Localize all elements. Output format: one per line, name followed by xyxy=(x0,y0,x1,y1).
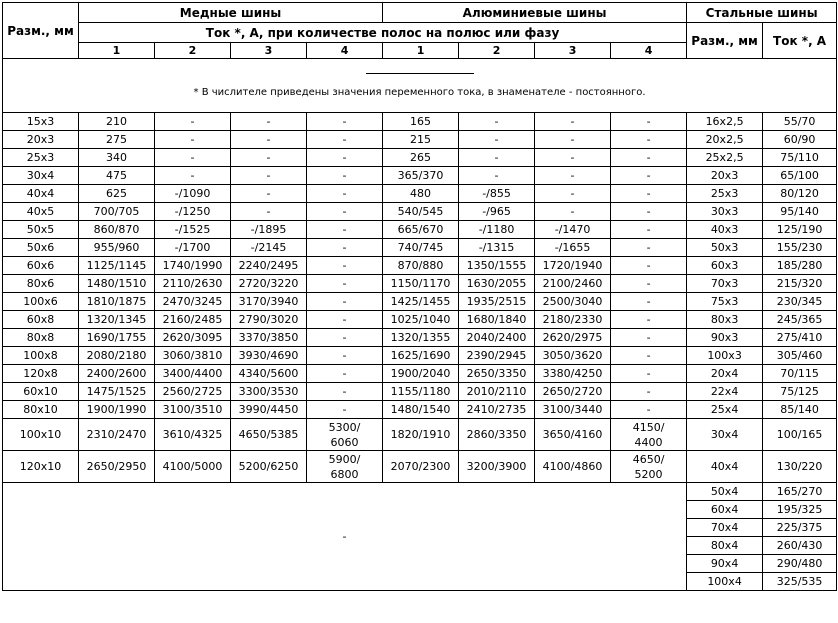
table-row xyxy=(3,347,837,365)
copper-3-cell: 3300/3530 xyxy=(231,383,307,401)
steel-current-cell: 165/270 xyxy=(763,483,837,501)
copper-1-cell: 1125/1145 xyxy=(79,257,155,275)
size-cell: 60x6 xyxy=(3,257,79,275)
steel-size-cell: 70x3 xyxy=(687,275,763,293)
steel-current-cell: 275/410 xyxy=(763,329,837,347)
steel-current-cell: 305/460 xyxy=(763,347,837,365)
copper-2-cell: 3060/3810 xyxy=(155,347,231,365)
aluminum-1-cell: 540/545 xyxy=(383,203,459,221)
copper-2-cell: 2620/3095 xyxy=(155,329,231,347)
footnote-divider xyxy=(366,73,474,74)
steel-size-cell: 25x2,5 xyxy=(687,149,763,167)
copper-1-cell: 1480/1510 xyxy=(79,275,155,293)
steel-size-cell: 100x3 xyxy=(687,347,763,365)
copper-1-cell: 275 xyxy=(79,131,155,149)
steel-current-cell: 155/230 xyxy=(763,239,837,257)
copper-4-cell: - xyxy=(307,113,383,131)
size-cell: 40x5 xyxy=(3,203,79,221)
steel-size-cell: 60x3 xyxy=(687,257,763,275)
aluminum-2-cell: 1350/1555 xyxy=(459,257,535,275)
aluminum-2-cell: 2650/3350 xyxy=(459,365,535,383)
steel-size-cell: 70x4 xyxy=(687,519,763,537)
size-cell: 100x6 xyxy=(3,293,79,311)
copper-2-cell: 3100/3510 xyxy=(155,401,231,419)
copper-4-bottom: 6800 xyxy=(330,467,359,481)
copper-strip-3: 3 xyxy=(231,43,307,59)
steel-current-header: Ток *, А xyxy=(763,23,837,59)
copper-4-cell: - xyxy=(307,275,383,293)
size-cell: 30x4 xyxy=(3,167,79,185)
copper-1-cell: 1810/1875 xyxy=(79,293,155,311)
table-row xyxy=(3,483,837,501)
copper-1-cell: 625 xyxy=(79,185,155,203)
size-cell: 20x3 xyxy=(3,131,79,149)
aluminum-3-cell: 2620/2975 xyxy=(535,329,611,347)
aluminum-4-cell: - xyxy=(611,185,687,203)
aluminum-strip-2: 2 xyxy=(459,43,535,59)
copper-1-cell: 860/870 xyxy=(79,221,155,239)
copper-4-cell: - xyxy=(307,401,383,419)
copper-4-bottom: 6060 xyxy=(330,435,359,449)
steel-size-cell: 50x3 xyxy=(687,239,763,257)
aluminum-1-cell: 1025/1040 xyxy=(383,311,459,329)
aluminum-1-cell: 2070/2300 xyxy=(383,451,459,483)
steel-current-cell: 245/365 xyxy=(763,311,837,329)
aluminum-4-top: 4650/ xyxy=(632,452,665,466)
copper-4-cell xyxy=(307,451,383,483)
aluminum-4-cell xyxy=(611,451,687,483)
aluminum-2-cell: 2410/2735 xyxy=(459,401,535,419)
aluminum-3-cell: - xyxy=(535,185,611,203)
copper-3-cell: 4650/5385 xyxy=(231,419,307,451)
current-header: Ток *, А, при количестве полос на полюс или фазу xyxy=(79,23,687,43)
aluminum-4-top: 4150/ xyxy=(632,420,665,434)
copper-2-cell: 3610/4325 xyxy=(155,419,231,451)
copper-1-cell: 1475/1525 xyxy=(79,383,155,401)
aluminum-3-cell: -/1470 xyxy=(535,221,611,239)
copper-3-cell: - xyxy=(231,185,307,203)
size-cell: 100x8 xyxy=(3,347,79,365)
aluminum-2-cell: -/1315 xyxy=(459,239,535,257)
steel-current-cell: 130/220 xyxy=(763,451,837,483)
copper-4-cell xyxy=(307,419,383,451)
table-row xyxy=(3,419,837,451)
aluminum-3-cell: -/1655 xyxy=(535,239,611,257)
steel-current-cell: 325/535 xyxy=(763,573,837,591)
copper-4-cell: - xyxy=(307,365,383,383)
copper-4-cell: - xyxy=(307,293,383,311)
aluminum-2-cell: 3200/3900 xyxy=(459,451,535,483)
table-row xyxy=(3,383,837,401)
steel-current-cell: 230/345 xyxy=(763,293,837,311)
steel-size-cell: 80x3 xyxy=(687,311,763,329)
aluminum-strip-1: 1 xyxy=(383,43,459,59)
copper-1-cell: 475 xyxy=(79,167,155,185)
copper-2-cell: -/1250 xyxy=(155,203,231,221)
aluminum-2-cell: 1630/2055 xyxy=(459,275,535,293)
copper-strip-1: 1 xyxy=(79,43,155,59)
copper-strip-2: 2 xyxy=(155,43,231,59)
aluminum-4-cell: - xyxy=(611,239,687,257)
aluminum-1-cell: 480 xyxy=(383,185,459,203)
aluminum-1-cell: 1425/1455 xyxy=(383,293,459,311)
copper-3-cell: 3930/4690 xyxy=(231,347,307,365)
aluminum-1-cell: 870/880 xyxy=(383,257,459,275)
copper-header: Медные шины xyxy=(79,3,383,23)
copper-4-cell: - xyxy=(307,167,383,185)
aluminum-3-cell: 3650/4160 xyxy=(535,419,611,451)
aluminum-4-cell: - xyxy=(611,365,687,383)
aluminum-2-cell: - xyxy=(459,131,535,149)
copper-1-cell: 340 xyxy=(79,149,155,167)
aluminum-1-cell: 1480/1540 xyxy=(383,401,459,419)
table-row xyxy=(3,185,837,203)
aluminum-2-cell: 1935/2515 xyxy=(459,293,535,311)
copper-2-cell: - xyxy=(155,131,231,149)
size-cell: 80x6 xyxy=(3,275,79,293)
aluminum-3-cell: 2650/2720 xyxy=(535,383,611,401)
aluminum-3-cell: 2180/2330 xyxy=(535,311,611,329)
copper-2-cell: 2110/2630 xyxy=(155,275,231,293)
aluminum-1-cell: 215 xyxy=(383,131,459,149)
aluminum-3-cell: 3100/3440 xyxy=(535,401,611,419)
size-cell: 15x3 xyxy=(3,113,79,131)
copper-4-cell: - xyxy=(307,149,383,167)
aluminum-4-cell: - xyxy=(611,167,687,185)
size-cell: 60x8 xyxy=(3,311,79,329)
steel-size-cell: 40x3 xyxy=(687,221,763,239)
size-cell: 40x4 xyxy=(3,185,79,203)
aluminum-1-cell: 665/670 xyxy=(383,221,459,239)
table-row xyxy=(3,167,837,185)
aluminum-2-cell: 2860/3350 xyxy=(459,419,535,451)
aluminum-2-cell: 2390/2945 xyxy=(459,347,535,365)
table-row xyxy=(3,239,837,257)
table-row xyxy=(3,149,837,167)
aluminum-2-cell: -/965 xyxy=(459,203,535,221)
copper-3-cell: -/2145 xyxy=(231,239,307,257)
steel-size-cell: 16x2,5 xyxy=(687,113,763,131)
copper-1-cell: 210 xyxy=(79,113,155,131)
steel-size-cell: 30x3 xyxy=(687,203,763,221)
steel-size-cell: 50x4 xyxy=(687,483,763,501)
copper-2-cell: -/1700 xyxy=(155,239,231,257)
aluminum-3-cell: 3050/3620 xyxy=(535,347,611,365)
copper-4-cell: - xyxy=(307,239,383,257)
steel-current-cell: 95/140 xyxy=(763,203,837,221)
aluminum-3-cell: - xyxy=(535,113,611,131)
steel-current-cell: 215/320 xyxy=(763,275,837,293)
aluminum-1-cell: 1320/1355 xyxy=(383,329,459,347)
table-row xyxy=(3,329,837,347)
aluminum-1-cell: 1625/1690 xyxy=(383,347,459,365)
copper-2-cell: 3400/4400 xyxy=(155,365,231,383)
aluminum-1-cell: 1820/1910 xyxy=(383,419,459,451)
table-row xyxy=(3,311,837,329)
aluminum-2-cell: 2040/2400 xyxy=(459,329,535,347)
steel-size-cell: 100x4 xyxy=(687,573,763,591)
steel-size-cell: 25x4 xyxy=(687,401,763,419)
footnote-cell xyxy=(3,59,837,113)
aluminum-2-cell: - xyxy=(459,167,535,185)
steel-current-cell: 80/120 xyxy=(763,185,837,203)
copper-1-cell: 2650/2950 xyxy=(79,451,155,483)
aluminum-1-cell: 740/745 xyxy=(383,239,459,257)
copper-3-cell: 3170/3940 xyxy=(231,293,307,311)
table-row xyxy=(3,275,837,293)
steel-current-cell: 290/480 xyxy=(763,555,837,573)
steel-current-cell: 85/140 xyxy=(763,401,837,419)
steel-size-header: Разм., мм xyxy=(687,23,763,59)
copper-1-cell: 1690/1755 xyxy=(79,329,155,347)
aluminum-3-cell: 2100/2460 xyxy=(535,275,611,293)
copper-3-cell: 2790/3020 xyxy=(231,311,307,329)
copper-3-cell: -/1895 xyxy=(231,221,307,239)
size-cell: 50x6 xyxy=(3,239,79,257)
aluminum-2-cell: -/855 xyxy=(459,185,535,203)
steel-current-cell: 60/90 xyxy=(763,131,837,149)
aluminum-1-cell: 1150/1170 xyxy=(383,275,459,293)
steel-size-cell: 25x3 xyxy=(687,185,763,203)
copper-2-cell: - xyxy=(155,149,231,167)
copper-2-cell: - xyxy=(155,167,231,185)
aluminum-strip-3: 3 xyxy=(535,43,611,59)
size-cell: 120x10 xyxy=(3,451,79,483)
size-cell: 80x8 xyxy=(3,329,79,347)
steel-current-cell: 100/165 xyxy=(763,419,837,451)
steel-size-cell: 90x4 xyxy=(687,555,763,573)
copper-1-cell: 1320/1345 xyxy=(79,311,155,329)
aluminum-3-cell: 1720/1940 xyxy=(535,257,611,275)
aluminum-4-cell: - xyxy=(611,347,687,365)
aluminum-4-cell: - xyxy=(611,113,687,131)
size-header: Разм., мм xyxy=(3,3,79,59)
copper-4-cell: - xyxy=(307,257,383,275)
aluminum-4-cell: - xyxy=(611,383,687,401)
size-cell: 100x10 xyxy=(3,419,79,451)
steel-current-cell: 225/375 xyxy=(763,519,837,537)
aluminum-4-bottom: 5200 xyxy=(634,467,663,481)
copper-3-cell: 3370/3850 xyxy=(231,329,307,347)
aluminum-4-cell: - xyxy=(611,293,687,311)
copper-4-cell: - xyxy=(307,131,383,149)
table-row xyxy=(3,401,837,419)
steel-current-cell: 195/325 xyxy=(763,501,837,519)
copper-3-cell: - xyxy=(231,167,307,185)
copper-4-top: 5300/ xyxy=(328,420,361,434)
steel-current-cell: 75/110 xyxy=(763,149,837,167)
table-row xyxy=(3,451,837,483)
size-cell: 80x10 xyxy=(3,401,79,419)
aluminum-4-bottom: 4400 xyxy=(634,435,663,449)
copper-4-cell: - xyxy=(307,203,383,221)
aluminum-3-cell: - xyxy=(535,203,611,221)
copper-4-cell: - xyxy=(307,329,383,347)
copper-4-cell: - xyxy=(307,383,383,401)
aluminum-3-cell: 4100/4860 xyxy=(535,451,611,483)
copper-1-cell: 2400/2600 xyxy=(79,365,155,383)
aluminum-4-cell: - xyxy=(611,275,687,293)
copper-3-cell: 3990/4450 xyxy=(231,401,307,419)
aluminum-1-cell: 265 xyxy=(383,149,459,167)
table-row xyxy=(3,293,837,311)
steel-size-cell: 20x2,5 xyxy=(687,131,763,149)
aluminum-1-cell: 1900/2040 xyxy=(383,365,459,383)
copper-3-cell: 2240/2495 xyxy=(231,257,307,275)
steel-current-cell: 75/125 xyxy=(763,383,837,401)
table-row xyxy=(3,257,837,275)
steel-header: Стальные шины xyxy=(687,3,837,23)
steel-size-cell: 20x4 xyxy=(687,365,763,383)
size-cell: 120x8 xyxy=(3,365,79,383)
copper-4-cell: - xyxy=(307,221,383,239)
table-row xyxy=(3,113,837,131)
table-row xyxy=(3,203,837,221)
aluminum-1-cell: 365/370 xyxy=(383,167,459,185)
aluminum-3-cell: - xyxy=(535,149,611,167)
steel-current-cell: 55/70 xyxy=(763,113,837,131)
aluminum-1-cell: 1155/1180 xyxy=(383,383,459,401)
steel-size-cell: 30x4 xyxy=(687,419,763,451)
copper-3-cell: - xyxy=(231,113,307,131)
aluminum-header: Алюминиевые шины xyxy=(383,3,687,23)
copper-1-cell: 955/960 xyxy=(79,239,155,257)
table-row xyxy=(3,131,837,149)
table-row xyxy=(3,365,837,383)
aluminum-2-cell: 1680/1840 xyxy=(459,311,535,329)
steel-size-cell: 22x4 xyxy=(687,383,763,401)
steel-size-cell: 20x3 xyxy=(687,167,763,185)
steel-size-cell: 60x4 xyxy=(687,501,763,519)
copper-4-cell: - xyxy=(307,311,383,329)
copper-3-cell: 2720/3220 xyxy=(231,275,307,293)
size-cell: 25x3 xyxy=(3,149,79,167)
busbar-current-table xyxy=(2,2,837,591)
copper-2-cell: -/1090 xyxy=(155,185,231,203)
aluminum-3-cell: - xyxy=(535,131,611,149)
steel-current-cell: 65/100 xyxy=(763,167,837,185)
copper-3-cell: - xyxy=(231,131,307,149)
steel-size-cell: 80x4 xyxy=(687,537,763,555)
aluminum-4-cell xyxy=(611,419,687,451)
copper-2-cell: 2160/2485 xyxy=(155,311,231,329)
aluminum-4-cell: - xyxy=(611,401,687,419)
steel-size-cell: 90x3 xyxy=(687,329,763,347)
copper-2-cell: 2560/2725 xyxy=(155,383,231,401)
aluminum-4-cell: - xyxy=(611,149,687,167)
aluminum-3-cell: 2500/3040 xyxy=(535,293,611,311)
copper-1-cell: 700/705 xyxy=(79,203,155,221)
aluminum-2-cell: - xyxy=(459,113,535,131)
copper-3-cell: - xyxy=(231,149,307,167)
copper-strip-4: 4 xyxy=(307,43,383,59)
copper-1-cell: 2080/2180 xyxy=(79,347,155,365)
size-cell: 50x5 xyxy=(3,221,79,239)
copper-3-cell: 5200/6250 xyxy=(231,451,307,483)
copper-2-cell: 1740/1990 xyxy=(155,257,231,275)
aluminum-1-cell: 165 xyxy=(383,113,459,131)
steel-current-cell: 70/115 xyxy=(763,365,837,383)
aluminum-2-cell: 2010/2110 xyxy=(459,383,535,401)
steel-current-cell: 185/280 xyxy=(763,257,837,275)
table-row xyxy=(3,221,837,239)
blank-area-cell: - xyxy=(3,483,687,591)
copper-1-cell: 1900/1990 xyxy=(79,401,155,419)
copper-2-cell: -/1525 xyxy=(155,221,231,239)
steel-size-cell: 40x4 xyxy=(687,451,763,483)
footnote-text: * В числителе приведены значения переменного тока, в знаменателе - постоянного. xyxy=(193,86,646,98)
aluminum-4-cell: - xyxy=(611,311,687,329)
aluminum-2-cell: -/1180 xyxy=(459,221,535,239)
copper-4-top: 5900/ xyxy=(328,452,361,466)
steel-size-cell: 75x3 xyxy=(687,293,763,311)
aluminum-4-cell: - xyxy=(611,257,687,275)
aluminum-3-cell: - xyxy=(535,167,611,185)
aluminum-3-cell: 3380/4250 xyxy=(535,365,611,383)
aluminum-4-cell: - xyxy=(611,131,687,149)
steel-current-cell: 125/190 xyxy=(763,221,837,239)
copper-2-cell: - xyxy=(155,113,231,131)
steel-current-cell: 260/430 xyxy=(763,537,837,555)
aluminum-4-cell: - xyxy=(611,203,687,221)
copper-4-cell: - xyxy=(307,347,383,365)
copper-1-cell: 2310/2470 xyxy=(79,419,155,451)
copper-2-cell: 2470/3245 xyxy=(155,293,231,311)
aluminum-2-cell: - xyxy=(459,149,535,167)
copper-3-cell: - xyxy=(231,203,307,221)
copper-4-cell: - xyxy=(307,185,383,203)
aluminum-4-cell: - xyxy=(611,221,687,239)
copper-2-cell: 4100/5000 xyxy=(155,451,231,483)
size-cell: 60x10 xyxy=(3,383,79,401)
aluminum-strip-4: 4 xyxy=(611,43,687,59)
aluminum-4-cell: - xyxy=(611,329,687,347)
copper-3-cell: 4340/5600 xyxy=(231,365,307,383)
